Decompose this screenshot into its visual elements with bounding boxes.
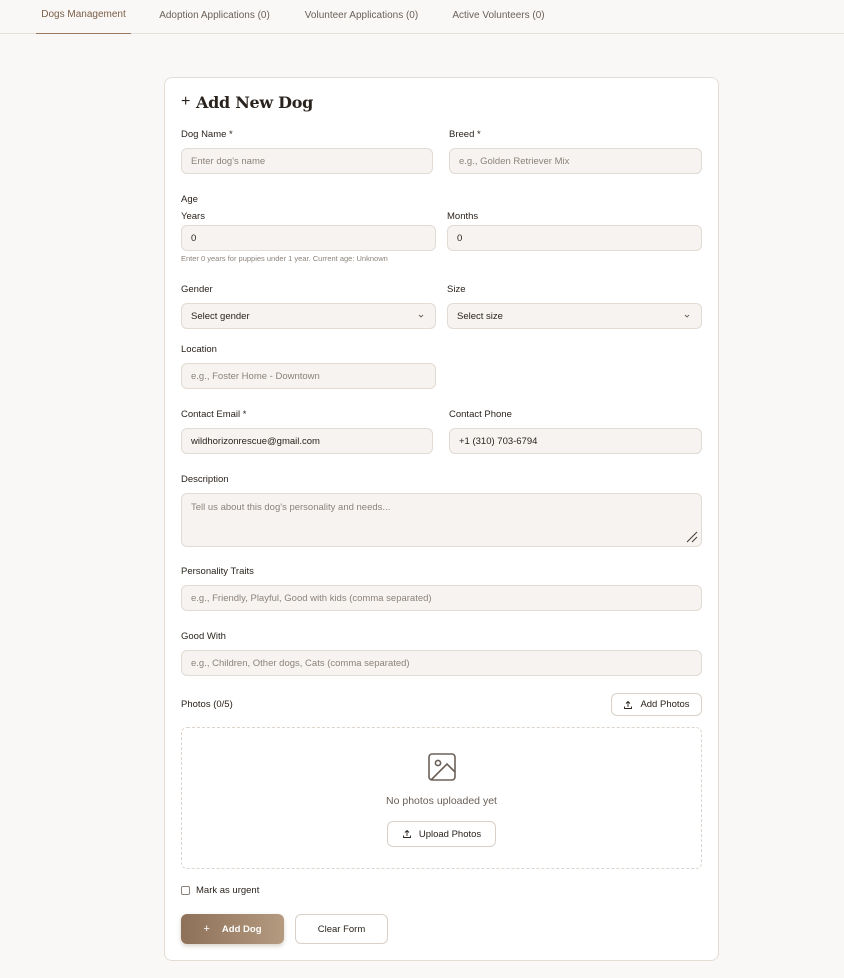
- clear-form-button[interactable]: [295, 914, 388, 944]
- contact-email-input[interactable]: wildhorizonrescue@gmail.com: [181, 428, 433, 454]
- years-input[interactable]: 0: [181, 225, 436, 251]
- personality-traits-label: Personality Traits: [181, 566, 254, 577]
- clear-form-label: Clear Form: [317, 923, 366, 935]
- dog-name-input[interactable]: Enter dog's name: [181, 148, 433, 174]
- upload-icon: [402, 829, 412, 839]
- resize-handle-icon[interactable]: [685, 530, 699, 544]
- months-label: Months: [447, 211, 479, 222]
- add-dog-button[interactable]: [181, 914, 284, 944]
- size-select-value: Select size: [457, 310, 503, 322]
- urgent-row: [181, 885, 259, 896]
- gender-label: Gender: [181, 284, 213, 295]
- chevron-down-icon: [682, 311, 692, 321]
- plus-icon: +: [203, 923, 210, 935]
- location-input[interactable]: e.g., Foster Home - Downtown: [181, 363, 436, 389]
- contact-email-label: Contact Email *: [181, 409, 247, 420]
- description-label: Description: [181, 474, 229, 485]
- contact-phone-label: Contact Phone: [449, 409, 512, 420]
- no-photos-text: No photos uploaded yet: [386, 795, 497, 807]
- breed-label: Breed *: [449, 129, 481, 140]
- add-photos-button[interactable]: [611, 693, 702, 716]
- tab-bar: [0, 0, 844, 34]
- chevron-down-icon: [416, 311, 426, 321]
- upload-photos-label: Upload Photos: [418, 828, 482, 840]
- description-textarea[interactable]: [181, 493, 702, 547]
- urgent-label[interactable]: Mark as urgent: [196, 885, 260, 896]
- months-input[interactable]: 0: [447, 225, 702, 251]
- plus-icon: +: [181, 93, 191, 110]
- tab-active-volunteers[interactable]: Active Volunteers (0): [452, 9, 545, 21]
- add-photos-label: Add Photos: [640, 699, 690, 710]
- years-label: Years: [181, 211, 205, 222]
- contact-phone-input[interactable]: +1 (310) 703-6794: [449, 428, 702, 454]
- add-dog-label: Add Dog: [221, 923, 262, 935]
- photos-label: Photos (0/5): [181, 699, 233, 710]
- tab-dogs-management[interactable]: Dogs Management: [36, 0, 131, 34]
- size-select[interactable]: [447, 303, 702, 329]
- upload-icon: [623, 700, 633, 710]
- age-label: Age: [181, 194, 198, 205]
- breed-input[interactable]: e.g., Golden Retriever Mix: [449, 148, 702, 174]
- description-placeholder: Tell us about this dog's personality and needs...: [191, 502, 391, 513]
- photo-dropzone[interactable]: [181, 727, 702, 869]
- upload-photos-button[interactable]: [387, 821, 496, 847]
- form-title-text: Add New Dog: [196, 92, 313, 112]
- location-label: Location: [181, 344, 217, 355]
- age-hint: Enter 0 years for puppies under 1 year. Current age: Unknown: [181, 254, 388, 263]
- urgent-checkbox[interactable]: [181, 886, 190, 895]
- good-with-input[interactable]: e.g., Children, Other dogs, Cats (comma separated): [181, 650, 702, 676]
- gender-select[interactable]: [181, 303, 436, 329]
- dog-name-label: Dog Name *: [181, 129, 233, 140]
- size-label: Size: [447, 284, 466, 295]
- good-with-label: Good With: [181, 631, 226, 642]
- form-title: [181, 91, 313, 113]
- image-icon: [427, 752, 457, 782]
- tab-adoption-applications[interactable]: Adoption Applications (0): [159, 9, 270, 21]
- personality-traits-input[interactable]: e.g., Friendly, Playful, Good with kids (comma separated): [181, 585, 702, 611]
- gender-select-value: Select gender: [191, 310, 250, 322]
- tab-volunteer-applications[interactable]: Volunteer Applications (0): [304, 9, 419, 21]
